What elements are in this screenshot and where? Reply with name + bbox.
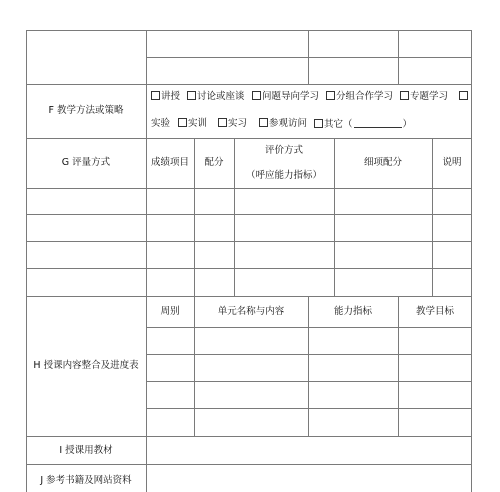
col-divider (334, 138, 335, 296)
row-divider (26, 214, 472, 215)
section-j-label: J 参考书籍及网站资料 (40, 475, 132, 486)
section-g-label: G 评量方式 (61, 157, 111, 168)
option-experiment[interactable]: 实验 (151, 118, 171, 129)
row-divider (26, 84, 472, 85)
header-grade-item: 成绩项目 (150, 157, 190, 168)
option-lecture[interactable]: 讲授 (151, 91, 180, 103)
row-divider (26, 436, 472, 437)
col-divider (146, 30, 147, 138)
header-weight: 配分 (204, 157, 224, 168)
checkbox[interactable] (459, 91, 469, 103)
row-divider (26, 241, 472, 242)
header-note: 说明 (442, 157, 462, 168)
checkbox[interactable] (218, 118, 227, 127)
col-divider (234, 138, 235, 296)
row-divider (146, 57, 472, 58)
option-other[interactable]: 其它（ ） (314, 118, 412, 131)
table-border-left (26, 30, 27, 492)
header-week: 周别 (160, 306, 180, 317)
checkbox[interactable] (252, 91, 261, 100)
checkbox[interactable] (187, 91, 196, 100)
row-divider (26, 268, 472, 269)
option-problem-based-learning[interactable]: 问题导向学习 (252, 91, 319, 103)
col-divider (398, 30, 399, 84)
header-evaluation-method-note: （呼应能力指标） (245, 170, 323, 181)
checkbox[interactable] (314, 119, 323, 128)
header-unit-content: 单元名称与内容 (217, 306, 285, 317)
section-f-label: F 教学方法或策略 (48, 105, 124, 116)
row-divider (146, 381, 472, 382)
col-divider (194, 138, 195, 296)
other-blank-field[interactable] (354, 118, 402, 128)
row-divider (26, 296, 472, 297)
row-divider (146, 354, 472, 355)
col-divider (146, 296, 147, 436)
header-ability-indicator: 能力指标 (333, 306, 373, 317)
checkbox[interactable] (400, 91, 409, 100)
col-divider (398, 296, 399, 436)
col-divider (146, 138, 147, 296)
header-evaluation-method: 评价方式 (264, 145, 304, 156)
section-h-label: H 授课内容整合及进度表 (33, 360, 139, 371)
header-sub-weight: 细项配分 (363, 157, 403, 168)
col-divider (194, 296, 195, 436)
option-field-visit[interactable]: 参观访问 (259, 118, 307, 130)
table-border-right (471, 30, 472, 492)
option-internship[interactable]: 实习 (218, 118, 247, 130)
checkbox[interactable] (259, 118, 268, 127)
row-divider (26, 188, 472, 189)
col-divider (308, 296, 309, 436)
section-i-label: I 授课用教材 (59, 445, 113, 456)
row-divider (146, 327, 472, 328)
option-practical-training[interactable]: 实训 (178, 118, 207, 130)
checkbox[interactable] (151, 91, 160, 100)
option-group-learning[interactable]: 分组合作学习 (326, 91, 393, 103)
table-border-top (26, 30, 472, 31)
col-divider (432, 138, 433, 296)
row-divider (26, 138, 472, 139)
row-divider (26, 464, 472, 465)
option-topic-learning[interactable]: 专题学习 (400, 91, 448, 103)
option-discussion[interactable]: 讨论或座谈 (187, 91, 245, 103)
row-divider (146, 408, 472, 409)
col-divider (308, 30, 309, 84)
header-teaching-goal: 教学目标 (415, 306, 455, 317)
checkbox[interactable] (178, 118, 187, 127)
checkbox[interactable] (326, 91, 335, 100)
